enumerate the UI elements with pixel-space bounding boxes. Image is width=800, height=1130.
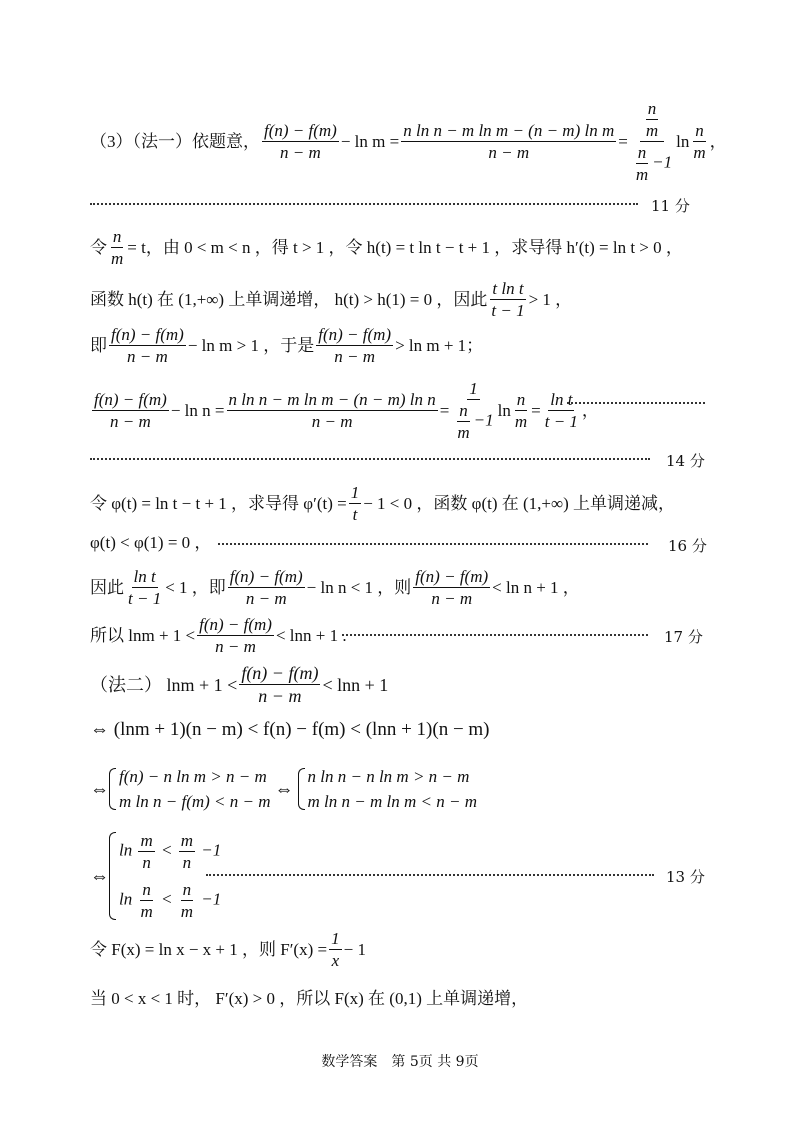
system-brace-3: ln $\frac{m}{n}$ < $\frac{m}{n}$ −1 ln $\frac{n}{m}$ < $\frac{n}{m}$ −1 bbox=[109, 832, 221, 920]
score-17: 17 分 bbox=[664, 628, 703, 646]
score-14: 14 分 bbox=[666, 452, 705, 470]
eq1-minus-ln-m: − ln m = bbox=[340, 132, 400, 151]
score-16: 16 分 bbox=[668, 537, 707, 555]
method2-line: （法二） lnm + 1 < $\frac{f(n) - f(m)}{n - m}$ < lnn + 1 bbox=[90, 663, 389, 706]
equiv-line: ⇔ (lnm + 1)(n − m) < f(n) − f(m) < (lnn + 1)(n − m) bbox=[90, 719, 490, 740]
F-def-line: 令 F(x) = ln x − x + 1 ，则 F′(x) = $\frac{1}{x}$ − 1 bbox=[90, 929, 366, 970]
fraction-eq1-rhs: $\frac{n}{m}$ $\frac{n}{m}$ −1 bbox=[635, 99, 673, 184]
dotted-leader bbox=[218, 543, 648, 545]
score-11: 11 分 bbox=[651, 197, 690, 215]
score-13: 13 分 bbox=[666, 868, 705, 886]
therefore-line: 因此 $\frac{\text{ln t}}{t - 1}$ < 1 ，即 $\frac{f(n) - f(m)}{n - m}$ − ln n < 1 ，则 $\frac{f(n) - f(m)}{n - m}$ < ln n + 1 ， bbox=[90, 567, 580, 608]
eq2-line: $\frac{f(n) - f(m)}{n - m}$ − ln n = $\frac{\text{n ln n − m ln m − (n − m) ln n}}{n - m}$ = 1 $\frac{n}{m}$ −1 ln $\frac{n}{m}$ = $\frac{\text{ln t}}{t - 1}$ ， bbox=[94, 379, 599, 442]
h-increasing-line: 函数 h(t) 在 (1,+∞) 上单调递增， h(t) > h(1) = 0 ，因此 $\frac{\text{t ln t}}{t - 1}$ > 1 ， bbox=[90, 279, 573, 320]
dotted-leader bbox=[206, 874, 654, 876]
dotted-leader bbox=[342, 634, 648, 636]
page-footer: 数学答案 第 5页 共 9页 bbox=[321, 1054, 479, 1070]
dotted-leader bbox=[90, 458, 650, 460]
let-t-line: 令 $\frac{n}{m}$ = t ，由 0 < m < n ，得 t > 1 ，令 h(t) = t ln t − t + 1 ，求导得 h′(t) = ln t > 0 ， bbox=[90, 227, 683, 268]
system-line: ⇔ f(n) − n ln m > n − m m ln n − f(m) < n − m ⇔ n ln n − n ln m > n − m m ln n − m ln m < n − m bbox=[90, 767, 477, 811]
suoyi-line: 所以 lnm + 1 < $\frac{f(n) - f(m)}{n - m}$ < lnn + 1 . bbox=[90, 615, 347, 656]
method1-line: （3）（法一）依题意， $\frac{f(n) - f(m)}{n - m}$ − ln m = $\frac{\text{n ln n − m ln m − (n − m) ln m}}{n - m}$ = $\frac{n}{m}$ $\frac{n}{m}$ −1 ln $\frac{n}{m}$ ， bbox=[90, 99, 727, 184]
fraction-diff-quotient: $\frac{f(n) - f(m)}{n - m}$ bbox=[264, 121, 337, 162]
ln-system-line: ⇔ ln $\frac{m}{n}$ < $\frac{m}{n}$ −1 ln $\frac{n}{m}$ < $\frac{n}{m}$ −1 bbox=[90, 831, 222, 921]
dotted-leader bbox=[90, 203, 638, 205]
ji-line: 即 $\frac{f(n) - f(m)}{n - m}$ − ln m > 1 ，于是 $\frac{f(n) - f(m)}{n - m}$ > ln m + 1； bbox=[90, 325, 484, 366]
system-brace-2: n ln n − n ln m > n − m m ln n − m ln m < n − m bbox=[298, 768, 477, 810]
dotted-leader bbox=[567, 402, 705, 404]
system-brace-1: f(n) − n ln m > n − m m ln n − f(m) < n − m bbox=[109, 768, 271, 810]
fraction-eq1-mid: $\frac{\text{n ln n − m ln m − (n − m) ln m}}{n - m}$ bbox=[403, 121, 615, 162]
phi-value-line: φ(t) < φ(1) = 0 ， bbox=[90, 533, 212, 552]
F-increasing-line: 当 0 < x < 1 时， F′(x) > 0 ，所以 F(x) 在 (0,1) 上单调递增， bbox=[90, 989, 529, 1008]
phi-line: 令 φ(t) = ln t − t + 1 ，求导得 φ′(t) = $\frac{1}{t}$ − 1 < 0 ，函数 φ(t) 在 (1,+∞) 上单调递减， bbox=[90, 483, 676, 524]
method1-label: （3）（法一）依题意， bbox=[90, 132, 260, 151]
